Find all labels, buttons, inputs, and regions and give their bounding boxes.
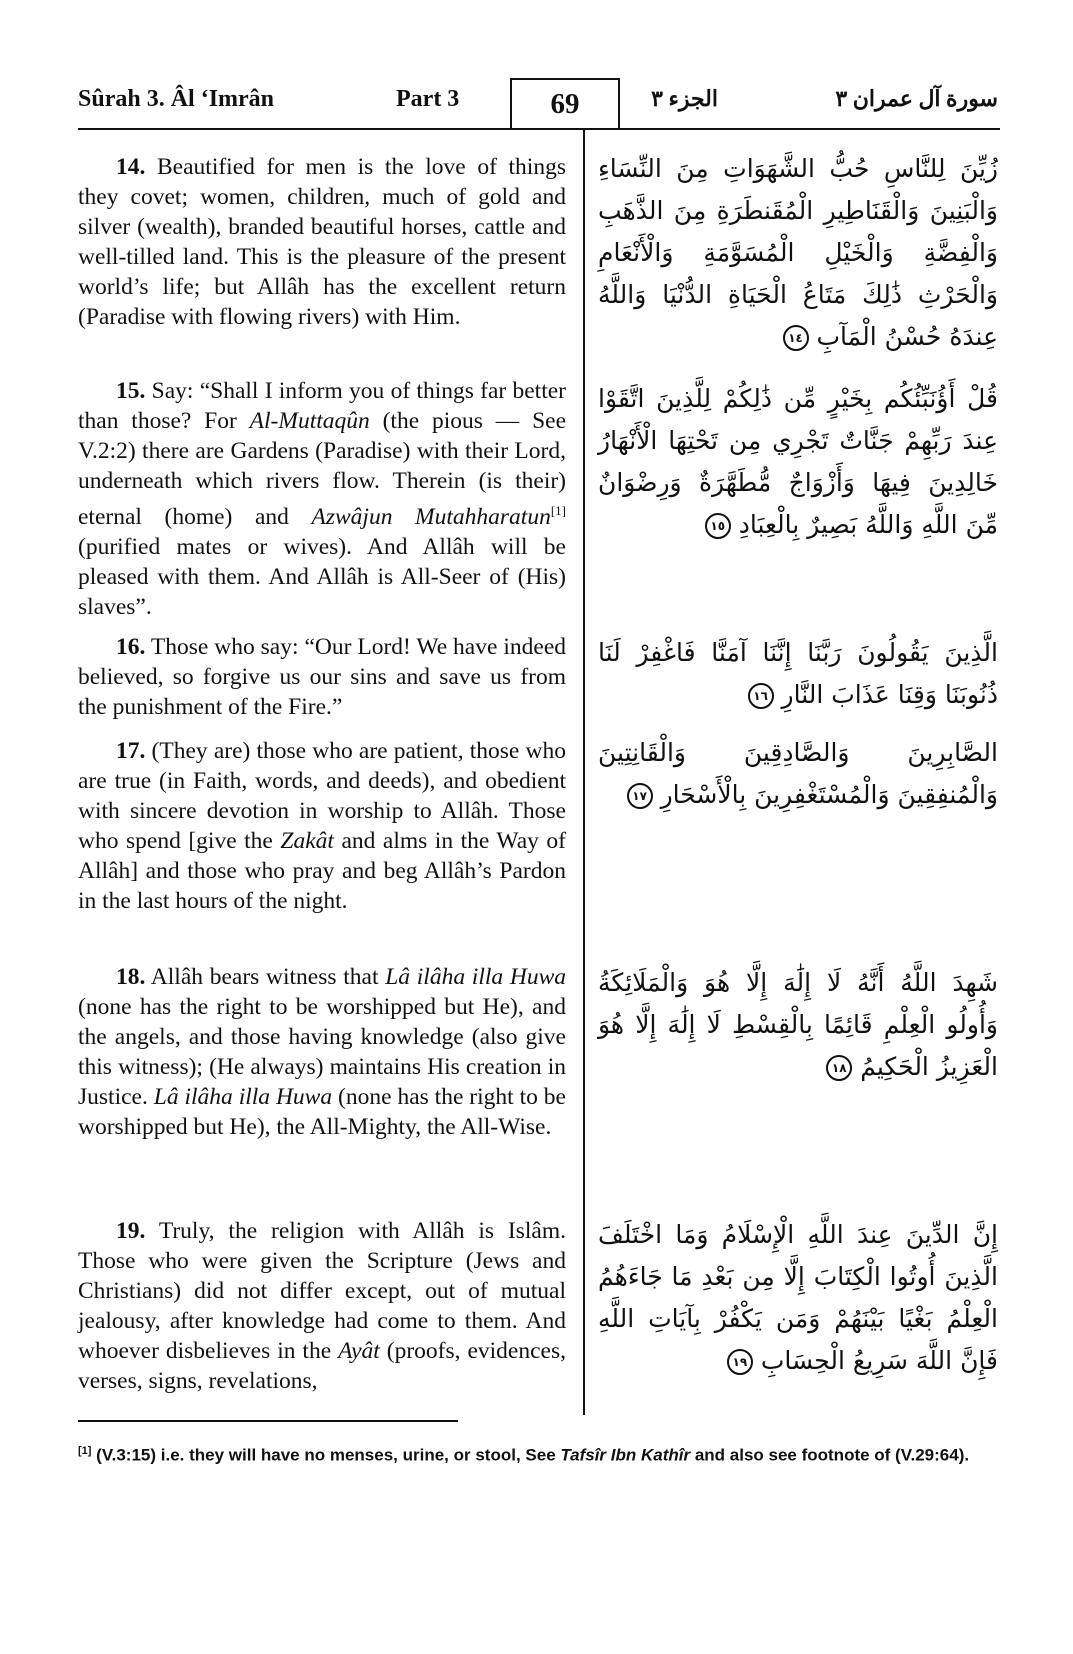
- footnote: [78, 1438, 978, 1469]
- verse-15: [78, 376, 566, 622]
- arabic-text: زُيِّنَ لِلنَّاسِ حُبُّ الشَّهَوَاتِ مِنَ النِّسَاءِ وَالْبَنِينَ وَالْقَنَاطِيرِ الْمُقَنطَرَةِ مِنَ الذَّهَبِ وَالْفِضَّةِ وَالْخَيْلِ الْمُسَوَّمَةِ وَالْأَنْعَامِ وَالْحَرْثِ ذَٰلِكَ مَتَاعُ الْحَيَاةِ الدُّنْيَا وَاللَّهُ عِندَهُ حُسْنُ الْمَآبِ: [598, 154, 998, 351]
- verse-number: 17.: [116, 738, 146, 764]
- page-number: 69: [510, 78, 620, 128]
- verse-text: Those who say: “Our Lord! We have indeed believed, so forgive us our sins and save us from the punishment of the Fire.”: [78, 634, 566, 720]
- verse-italic: Ayât: [338, 1338, 380, 1364]
- verse-italic: Lâ ilâha illa Huwa: [153, 1084, 333, 1110]
- verse-14: [78, 152, 566, 332]
- footnote-ref[interactable]: [1]: [550, 503, 566, 518]
- column-divider: [583, 130, 585, 1415]
- verse-number: 19.: [116, 1218, 146, 1244]
- ayah-marker: ١٧: [627, 783, 653, 809]
- arabic-text: قُلْ أَؤُنَبِّئُكُم بِخَيْرٍ مِّن ذَٰلِكُمْ لِلَّذِينَ اتَّقَوْا عِندَ رَبِّهِمْ جَنَّاتٌ تَجْرِي مِن تَحْتِهَا الْأَنْهَارُ خَالِدِينَ فِيهَا وَأَزْوَاجٌ مُّطَهَّرَةٌ وَرِضْوَانٌ مِّنَ اللَّهِ وَاللَّهُ بَصِيرٌ بِالْعِبَادِ: [598, 384, 998, 539]
- verse-text: Say: “Shall I inform you of things far better than those? For: [78, 378, 566, 434]
- footnote-marker: [1]: [78, 1445, 92, 1457]
- arabic-verse-15: [598, 378, 998, 546]
- ayah-marker: ١٥: [705, 513, 731, 539]
- verse-text: (none has the right to be worshipped but He), the All-Mighty, the All-Wise.: [78, 1084, 566, 1140]
- ayah-marker: ١٤: [783, 325, 809, 351]
- arabic-text: الصَّابِرِينَ وَالصَّادِقِينَ وَالْقَانِتِينَ وَالْمُنفِقِينَ وَالْمُسْتَغْفِرِينَ بِالْأَسْحَارِ: [598, 738, 998, 809]
- verse-text: Beautified for men is the love of things they covet; women, children, much of gold and silver (wealth), branded beautiful horses, cattle and well-tilled land. This is the pleasure of the present world’s life; but Allâh has the excellent return (Paradise with flowing rivers) with Him.: [78, 154, 566, 330]
- verse-text: (the pious — See V.2:2) there are Gardens (Paradise) with their Lord, underneath which rivers flow. Therein (is their) eternal (home) and: [78, 408, 567, 530]
- header-rule: [78, 128, 1000, 130]
- verse-text: (purified mates or wives). And Allâh will be pleased with them. And Allâh is All-Seer of (His) slaves”.: [78, 533, 566, 620]
- verse-italic: Lâ ilâha illa Huwa: [385, 964, 566, 990]
- arabic-surah-title: سورة آل عمران ٣: [835, 86, 998, 111]
- arabic-text: شَهِدَ اللَّهُ أَنَّهُ لَا إِلَٰهَ إِلَّا هُوَ وَالْمَلَائِكَةُ وَأُولُو الْعِلْمِ قَائِمًا بِالْقِسْطِ لَا إِلَٰهَ إِلَّا هُوَ الْعَزِيزُ الْحَكِيمُ: [598, 968, 998, 1081]
- arabic-verse-19: [598, 1214, 998, 1382]
- arabic-verse-14: [598, 148, 998, 358]
- arabic-juz-label: الجزء ٣: [651, 86, 718, 111]
- ayah-marker: ١٦: [748, 683, 774, 709]
- verse-number: 16.: [116, 634, 146, 660]
- arabic-verse-17: [598, 732, 998, 816]
- verse-italic: Azwâjun Mutahharatun: [311, 503, 551, 530]
- part-label: Part 3: [396, 86, 460, 112]
- verse-text: and alms in the Way of Allâh] and those who pray and beg Allâh’s Pardon in the last hours of the night.: [78, 828, 566, 914]
- verse-19: [78, 1216, 566, 1396]
- arabic-text: إِنَّ الدِّينَ عِندَ اللَّهِ الْإِسْلَامُ وَمَا اخْتَلَفَ الَّذِينَ أُوتُوا الْكِتَابَ إِلَّا مِن بَعْدِ مَا جَاءَهُمُ الْعِلْمُ بَغْيًا بَيْنَهُمْ وَمَن يَكْفُرْ بِآيَاتِ اللَّهِ فَإِنَّ اللَّهَ سَرِيعُ الْحِسَابِ: [598, 1220, 998, 1375]
- verse-text: (proofs, evidences, verses, signs, revelations,: [78, 1338, 566, 1394]
- verse-17: [78, 736, 566, 916]
- footnote-rule: [78, 1420, 458, 1422]
- ayah-marker: ١٩: [727, 1349, 753, 1375]
- verse-number: 15.: [116, 378, 146, 404]
- verse-16: [78, 632, 566, 722]
- verse-italic: Al-Muttaqûn: [249, 408, 370, 434]
- ayah-marker: ١٨: [826, 1055, 852, 1081]
- arabic-verse-18: [598, 962, 998, 1088]
- arabic-text: الَّذِينَ يَقُولُونَ رَبَّنَا إِنَّنَا آمَنَّا فَاغْفِرْ لَنَا ذُنُوبَنَا وَقِنَا عَذَابَ النَّارِ: [598, 638, 998, 709]
- verse-text: (none has the right to be worshipped but He), and the angels, and those having knowledge (also give this witness); (He always) maintains His creation in Justice.: [78, 994, 566, 1110]
- verse-number: 14.: [116, 154, 146, 180]
- surah-title: Sûrah 3. Âl ‘Imrân: [78, 86, 275, 112]
- footnote-text: and also see footnote of (V.29:64).: [690, 1445, 970, 1465]
- footnote-text: (V.3:15) i.e. they will have no menses, urine, or stool, See: [91, 1445, 561, 1465]
- verse-text: (They are) those who are patient, those who are true (in Faith, words, and deeds), and obedient with sincere devotion in worship to Allâh. Those who spend [give the: [78, 738, 566, 854]
- verse-italic: Zakât: [280, 828, 334, 854]
- page-header: [78, 78, 998, 128]
- verse-number: 18.: [116, 964, 146, 990]
- verse-text: Truly, the religion with Allâh is Islâm. Those who were given the Scripture (Jews and Christians) did not differ except, out of mutual jealousy, after knowledge had come to them. And whoever disbelieves in the: [78, 1218, 566, 1364]
- footnote-italic: Tafsîr Ibn Kathîr: [560, 1445, 691, 1465]
- arabic-verse-16: [598, 632, 998, 716]
- verse-18: [78, 962, 566, 1142]
- verse-text: Allâh bears witness that: [145, 964, 386, 990]
